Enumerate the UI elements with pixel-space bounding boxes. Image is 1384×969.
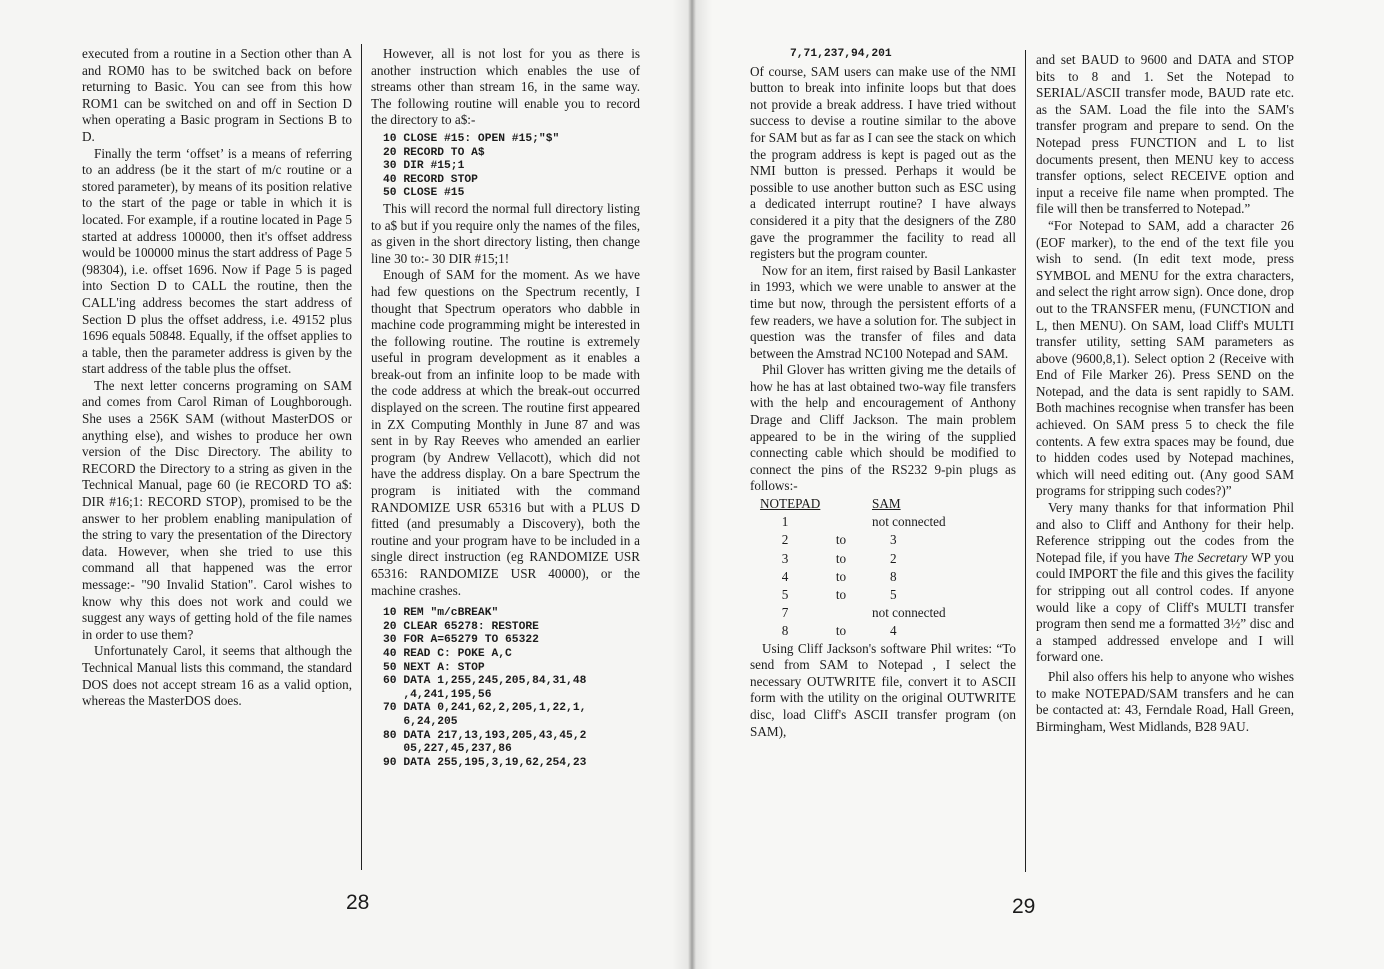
notepad-pin: 1	[781, 514, 789, 530]
table-row	[760, 586, 946, 604]
page-number: 29	[1012, 895, 1036, 918]
sam-pin: 5	[890, 587, 897, 603]
paragraph: Using Cliff Jackson's software Phil writes: “To send from SAM to Notepad , I select the necessary OUTWRITE file, convert it to ASCII form with the utility on the original OUTWRITE disc, load Cliff's ASCII transfer program (on SAM),	[750, 640, 1016, 739]
column-divider	[361, 44, 362, 870]
notepad-pin: 5	[781, 587, 789, 603]
table-header-sam: SAM	[872, 496, 901, 512]
sam-pin: 8	[890, 568, 897, 584]
paragraph: Of course, SAM users can make use of the NMI button to break into infinite loops but that does not provide a break address. I have tried without success to devise a routine similar to the above for SAM but as far as I can see the stack on which the program address is kept is paged out as the NMI button is pressed. Perhaps it would be possible to use another button such as ESC using a dedicated interrupt routine? I have always considered it a pity that the designers of the Z80 gave the programmer the facility to read all registers but the program counter.	[750, 63, 1016, 262]
paragraph: “For Notepad to SAM, add a character 26 (EOF marker), to the end of the text file you wish to send. (In edit text mode, press SYMBOL and MENU for the extra characters, and select the right arrow sign). Once done, drop out to the TRANSFER menu, (FUNCTION and L, then MENU). On SAM, load Cliff's MULTI transfer utility, setting SAM parameters as above (9600,8,1). Select option 2 (Receive with End of File Marker 26). Press SEND on the Notepad, and the data is sent rapidly to SAM. Both machines recognise when transfer has been achieved. On SAM press 5 to check the file contents. A few extra spaces may be found, due to hidden codes used by Notepad machines, which will need editing out. (Any good SAM programs for stripping such codes?)”	[1036, 217, 1294, 499]
right-page-column-2	[1036, 52, 1294, 735]
pin-connector-word: to	[835, 532, 847, 548]
notepad-pin: 3	[781, 550, 789, 566]
code-listing-break-routine: 10 REM "m/cBREAK" 20 CLEAR 65278: RESTORE 30 FOR A=65279 TO 65322 40 READ C: POKE A,C 50 NEXT A: STOP 60 DATA 1,255,245,205,84,31,48 ,4,241,195,56 70 DATA 0,241,62,2,205,1,22,1, 6,24,205 80 DATA 217,13,193,205,43,45,2 05,227,45,237,86 90 DATA 255,195,3,19,62,254,23	[383, 607, 587, 769]
notepad-pin: 2	[781, 532, 789, 548]
paragraph-text: WP you could IMPORT the file and this gives the facility for stripping out all control codes. If anyone would like a copy of Cliff's MULTI transfer program then send me a formatted 3½” disc and a stamped addressed envelope and I will forward one.	[1036, 549, 1295, 665]
left-page-column-2	[371, 46, 640, 770]
paragraph: Enough of SAM for the moment. As we have had few questions on the Spectrum recently, I thought that Spectrum operators who dabble in machine code programming might be interested in the following routine. The routine is extremely useful in program development as it enables a break-out from an infinite loop to be made with the code address at which the break-out occurred displayed on the screen. The routine first appeared in ZX Computing Monthly in June 87 and was sent in by Ray Reeves who amended an earlier program (by Andrew Vellacott), which did not have the address display. On a bare Spectrum the program is initiated with the command RANDOMIZE USR 65316 but with a PLUS D fitted (and presumably a Discovery), both the routine and your program have to be included in a single direct instruction (eg RANDOMIZE USR 65316: RANDOMIZE USR 40000), or the machine crashes.	[371, 267, 640, 598]
right-page-column-1	[750, 48, 1016, 740]
paragraph: The next letter concerns programing on SAM and comes from Carol Riman of Loughborough. She uses a 256K SAM (without MasterDOS or anything else), and wishes to produce her own version of the Disc Directory. The ability to RECORD the Directory to a string as given in the Technical Manual, page 60 (ie RECORD TO a$: DIR #16;1: RECORD STOP), promised to be the answer to her problem enabling manipulation of the string to vary the presentation of the Directory data. However, when she tried to use this command all that happened was the error message:- "90 Invalid Station". Carol wishes to know why this does not work and could we suggest any ways of getting hold of the file names in order to use them?	[82, 377, 352, 642]
pin-connector-word: to	[835, 587, 847, 603]
pin-connector-word: to	[835, 550, 847, 566]
pin-connector-word	[810, 513, 872, 531]
sam-pin: 2	[890, 550, 897, 566]
left-page-column-1	[82, 46, 352, 710]
table-row	[760, 531, 946, 549]
paragraph: However, all is not lost for you as there is another instruction which enables the use of streams other than stream 16, in the same way. The following routine will enable you to record the directory to a$:-	[371, 46, 640, 128]
code-listing-continuation: 7,71,237,94,201	[790, 48, 892, 60]
paragraph: Phil Glover has written giving me the details of how he has at last obtained two-way file transfers with the help and encouragement of Anthony Drage and Cliff Jackson. The main problem appeared to be in the wiring of the supplied connecting cable which should be modified to connect the pins of the RS232 9-pin plugs as follows:-	[750, 362, 1016, 494]
table-row	[760, 604, 946, 622]
paragraph: Unfortunately Carol, it seems that although the Technical Manual lists this command, the standard DOS does not accept stream 16 as a valid option, whereas the MasterDOS does.	[82, 643, 352, 709]
publication-title: The Secretary	[1173, 549, 1248, 565]
pin-wiring-table	[760, 495, 901, 513]
paragraph-text: Very many thanks for that information Phil and also to Cliff and Anthony for their help. Reference stripping out the codes from the Notepad file, if you have	[1036, 500, 1294, 565]
right-page	[690, 0, 1384, 969]
sam-pin: not connected	[872, 514, 946, 530]
sam-pin: not connected	[872, 605, 946, 621]
table-row	[760, 568, 946, 586]
paragraph: Now for an item, first raised by Basil Lankaster in 1993, which we were unable to answer at the time but now, through the persistent efforts of a few readers, we have a solution for. The subject in question was the transfer of files and data between the Amstrad NC100 Notepad and SAM.	[750, 262, 1016, 361]
notepad-pin: 7	[781, 605, 789, 621]
paragraph: and set BAUD to 9600 and DATA and STOP bits to 8 and 1. Set the Notepad to SERIAL/ASCII transfer mode, BAUD rate etc. as the SAM. Load the file into the SAM's transfer program and prepare to send. On the Notepad press FUNCTION and L to list documents present, then MENU key to access transfer options, select RECEIVE option and input a receive file name when prompted. The file will then be transferred to Notepad.”	[1036, 52, 1294, 217]
left-page	[0, 0, 690, 969]
paragraph	[1036, 500, 1294, 666]
table-header-notepad: NOTEPAD	[760, 496, 821, 512]
sam-pin: 3	[890, 532, 897, 548]
column-divider	[1025, 50, 1026, 872]
paragraph: This will record the normal full directory listing to a$ but if you require only the names of the files, as given in the short directory listing, then change line 30 to:- 30 DIR #15;1!	[371, 200, 640, 266]
pin-rows	[750, 513, 1016, 640]
notepad-pin: 4	[781, 568, 789, 584]
pin-rows-table	[760, 513, 946, 640]
pin-connector-word: to	[835, 623, 847, 639]
page-number: 28	[346, 891, 370, 914]
table-row	[760, 550, 946, 568]
sam-pin: 4	[890, 623, 897, 639]
notepad-pin: 8	[781, 623, 789, 639]
table-row	[760, 513, 946, 531]
paragraph: Phil also offers his help to anyone who wishes to make NOTEPAD/SAM transfers and he can be contacted at: 43, Ferndale Road, Hall Green, Birmingham, West Midlands, B28 9AU.	[1036, 668, 1294, 734]
table-row	[760, 622, 946, 640]
pin-connector-word: to	[835, 568, 847, 584]
paragraph: Finally the term ‘offset’ is a means of referring to an address (be it the start of m/c routine or a stored parameter), by means of its position relative to the start of the page or table in which it is located. For example, if a routine located in Page 5 started at address 100000, then it's offset address would be 100000 minus the start address of Page 5 (98304), i.e. offset 1696. Now if Page 5 is paged into Section D to CALL the routine, then the CALL'ing address becomes the start address of Section D plus the offset address, i.e. 49152 plus 1696 equals 50848. Equally, if the offset applies to a table, then the parameter address is given by the start address of the table plus the offset.	[82, 145, 352, 377]
pin-connector-word	[810, 604, 872, 622]
paragraph: executed from a routine in a Section other than A and ROM0 has to be switched back on before returning to Basic. You can see from this how ROM1 can be switched on and off in Section D when operating a Basic program in Sections B to D.	[82, 46, 352, 144]
code-listing-directory: 10 CLOSE #15: OPEN #15;"$" 20 RECORD TO A$ 30 DIR #15;1 40 RECORD STOP 50 CLOSE #15	[383, 132, 560, 200]
